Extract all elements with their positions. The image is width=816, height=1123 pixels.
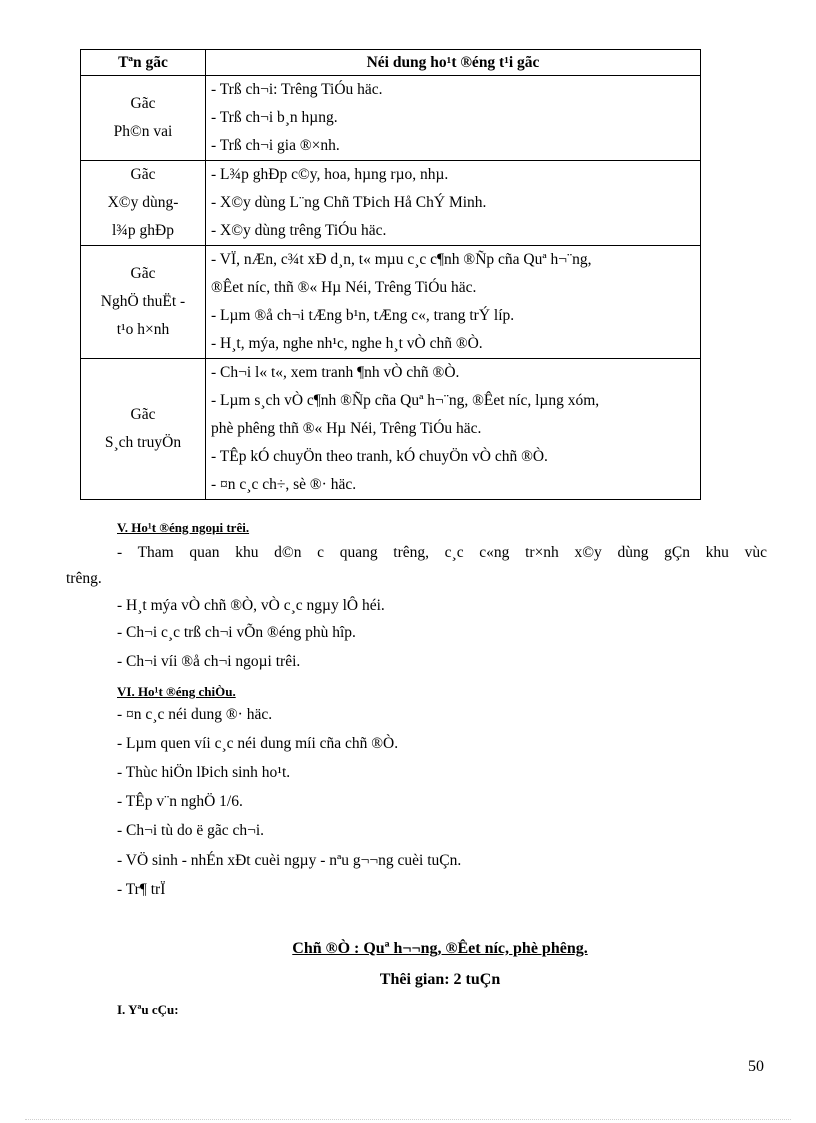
activity-content-cell xyxy=(206,359,701,500)
corner-name-cell xyxy=(81,76,206,161)
corner-name-line: Ph©n vai xyxy=(113,123,173,140)
corner-name-line: S¸ch truyÖn xyxy=(104,434,182,451)
table-row xyxy=(81,359,701,500)
chapter-title xyxy=(0,940,816,958)
list-item: - Ch¬i c¸c trß ch¬i vÕn ®éng phù hîp. xyxy=(117,624,356,641)
activity-content-cell xyxy=(206,161,701,246)
activity-item: - Trß ch¬i gia ®×nh. xyxy=(211,137,340,154)
list-item: - VÖ sinh - nhÉn xÐt cuèi ngµy - nªu g¬¬ng cuèi tuÇn. xyxy=(117,852,462,869)
activity-item: - Lµm s¸ch vÒ c¶nh ®Ñp cña Quª h¬¨ng, ®Êet níc, lµng xóm, xyxy=(211,392,600,409)
section-heading-outdoor: V. Ho¹t ®éng ngoµi trêi. xyxy=(117,520,250,535)
list-item: - TÊp v¨n nghÖ 1/6. xyxy=(117,793,243,810)
table-header-row xyxy=(81,50,701,76)
page-number: 50 xyxy=(748,1058,764,1075)
activity-corner-table xyxy=(80,49,701,500)
corner-name-cell xyxy=(81,161,206,246)
activity-item: - H¸t, mýa, nghe nh¹c, nghe h¸t vÒ chñ ®Ò. xyxy=(211,335,483,352)
activity-item: - L¾p ghÐp c©y, hoa, hµng rµo, nhµ. xyxy=(211,166,449,183)
paragraph-line: trêng. xyxy=(66,570,102,587)
corner-name-line: Gãc xyxy=(130,406,156,423)
chapter-duration: Thêi gian: 2 tuÇn xyxy=(379,971,501,988)
activity-item: - TÊp kÓ chuyÖn theo tranh, kÓ chuyÖn vÒ chñ ®Ò. xyxy=(211,448,548,465)
requirements-heading: I. Yªu cÇu: xyxy=(117,1002,179,1017)
activity-item: - ¤n c¸c ch÷, sè ®· häc. xyxy=(211,476,357,493)
corner-name-line: Gãc xyxy=(130,95,156,112)
list-item: - Lµm quen víi c¸c néi dung míi cña chñ ®Ò. xyxy=(117,735,399,752)
footer-divider xyxy=(25,1119,791,1120)
list-item: - Ch¬i tù do ë gãc ch¬i. xyxy=(117,822,265,839)
corner-name-line: t¹o h×nh xyxy=(116,321,170,338)
activity-item: - X©y dùng L¨ng Chñ TÞich Hå ChÝ Minh. xyxy=(211,194,487,211)
corner-name-line: Gãc xyxy=(130,265,156,282)
section-heading-afternoon: VI. Ho¹t ®éng chiÒu. xyxy=(117,684,236,699)
table-row xyxy=(81,161,701,246)
list-item: - ¤n c¸c néi dung ®· häc. xyxy=(117,706,273,723)
activity-item: - X©y dùng trêng TiÓu häc. xyxy=(211,222,387,239)
activity-item: - VÏ, nÆn, c¾t xÐ d¸n, t« mµu c¸c c¶nh ®Ñp cña Quª h¬¨ng, xyxy=(211,251,592,268)
corner-name-cell xyxy=(81,359,206,500)
table-row xyxy=(81,76,701,161)
header-activity-content: Néi dung ho¹t ®éng t¹i gãc xyxy=(206,50,701,76)
corner-name-cell xyxy=(81,246,206,359)
list-item: - Thùc hiÖn lÞich sinh ho¹t. xyxy=(117,764,291,781)
table-row xyxy=(81,246,701,359)
list-item: - H¸t mýa vÒ chñ ®Ò, vÒ c¸c ngµy lÔ héi. xyxy=(117,597,385,614)
corner-name-line: NghÖ thuËt - xyxy=(100,293,186,310)
activity-item: - Ch¬i l« t«, xem tranh ¶nh vÒ chñ ®Ò. xyxy=(211,364,460,381)
list-item: - Tr¶ trÏ xyxy=(117,881,166,898)
activity-item: - Trß ch¬i: Trêng TiÓu häc. xyxy=(211,81,383,98)
header-corner-name: Tªn gãc xyxy=(81,50,206,76)
paragraph-line: - Tham quan khu d©n c quang trêng, c¸c c«ng tr×nh x©y dùng gÇn khu vùc xyxy=(117,544,767,561)
activity-content-cell xyxy=(206,246,701,359)
corner-name-line: X©y dùng- xyxy=(107,194,179,211)
activity-item: phè phêng thñ ®« Hµ Néi, Trêng TiÓu häc. xyxy=(211,420,482,437)
chapter-title-text: Chñ ®Ò : Quª h¬¬ng, ®Êet níc, phè phêng. xyxy=(292,940,588,957)
activity-content-cell xyxy=(206,76,701,161)
corner-name-line: Gãc xyxy=(130,166,156,183)
activity-item: - Lµm ®å ch¬i tÆng b¹n, tÆng c«, trang trÝ líp. xyxy=(211,307,515,324)
activity-item: - Trß ch¬i b¸n hµng. xyxy=(211,109,338,126)
activity-item: ®Êet níc, thñ ®« Hµ Néi, Trêng TiÓu häc. xyxy=(211,279,477,296)
corner-name-line: l¾p ghÐp xyxy=(112,222,174,239)
list-item: - Ch¬i víi ®å ch¬i ngoµi trêi. xyxy=(117,653,301,670)
